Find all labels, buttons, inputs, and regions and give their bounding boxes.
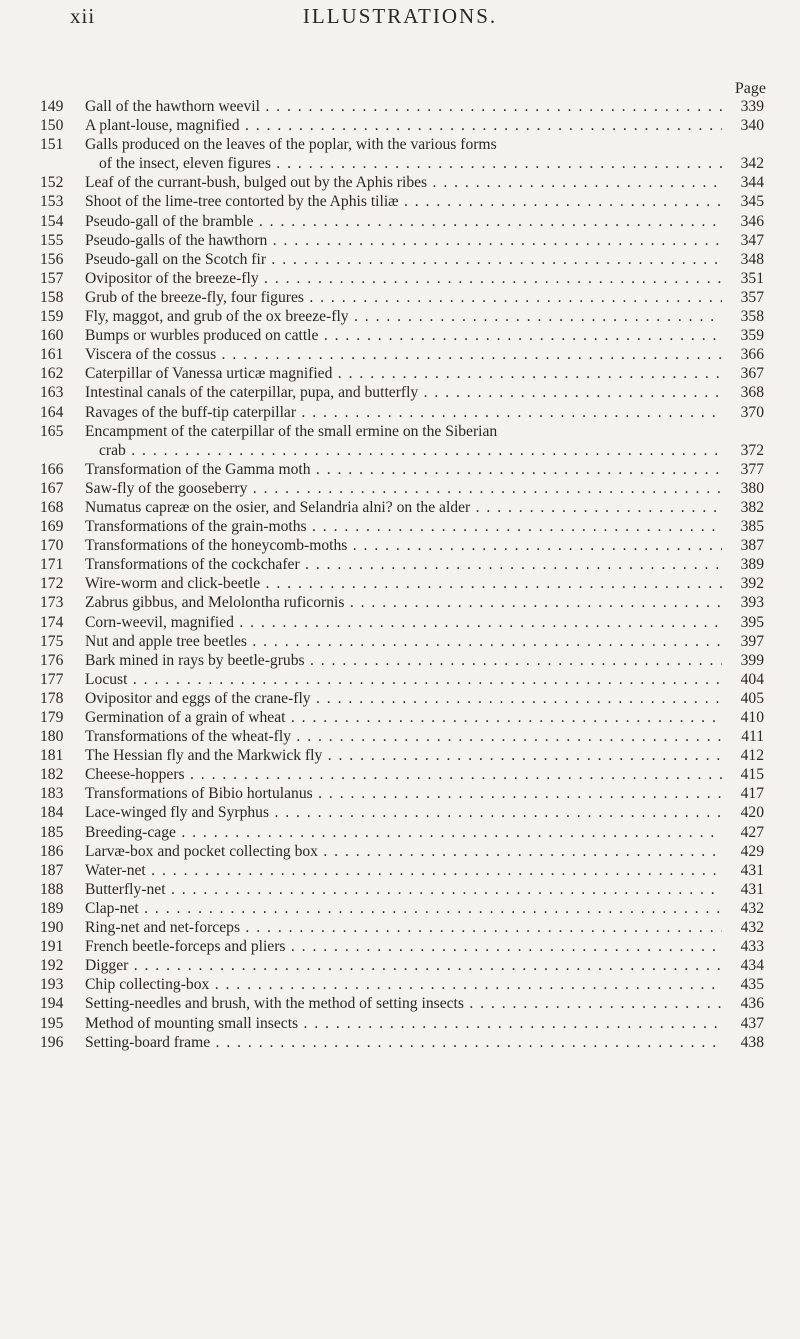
figure-caption: Numatus capreæ on the osier, and Selandria alni? on the alder . . (85, 499, 722, 516)
running-title: ILLUSTRATIONS. (302, 4, 498, 28)
figure-number: 189 (40, 899, 64, 917)
list-item (40, 861, 764, 880)
figure-number: 190 (40, 919, 64, 937)
page-reference: 380 (740, 479, 764, 497)
figure-caption: Gall of the hawthorn weevil . . (85, 98, 722, 115)
entry-body (85, 899, 722, 918)
page-reference: 427 (740, 823, 764, 841)
list-item (40, 975, 764, 994)
page-reference: 395 (740, 613, 764, 631)
list-item (40, 918, 764, 937)
figure-number: 174 (40, 613, 64, 631)
figure-caption: Pseudo-galls of the hawthorn . . (85, 232, 722, 249)
page-reference: 393 (740, 594, 764, 612)
list-item (40, 880, 764, 899)
figure-number: 165 (40, 422, 64, 440)
list-item (40, 899, 764, 918)
figure-number: 150 (40, 117, 64, 135)
page-reference: 342 (740, 155, 764, 173)
entry-body (85, 364, 722, 383)
entry-body (85, 746, 722, 765)
list-item (40, 994, 764, 1013)
figure-number: 171 (40, 556, 64, 574)
list-item (40, 517, 764, 536)
page-reference: 392 (740, 575, 764, 593)
figure-caption: Butterfly-net . . (85, 881, 722, 898)
list-item (40, 956, 764, 975)
list-item (40, 803, 764, 822)
list-item (40, 632, 764, 651)
list-item (40, 727, 764, 746)
page-reference: 348 (740, 250, 764, 268)
list-item (40, 460, 764, 479)
page-reference: 438 (740, 1033, 764, 1051)
entry-body (85, 135, 722, 173)
figure-caption: Water-net . . (85, 862, 722, 879)
figure-number: 159 (40, 308, 64, 326)
figure-caption: Digger . . (85, 957, 722, 974)
page-reference: 358 (740, 308, 764, 326)
entry-body (85, 765, 722, 784)
figure-caption: Setting-board frame . . (85, 1034, 722, 1051)
entry-body (85, 918, 722, 937)
list-item (40, 784, 764, 803)
figure-caption: Ravages of the buff-tip caterpillar . . (85, 404, 722, 421)
list-item (40, 765, 764, 784)
page-reference: 387 (740, 537, 764, 555)
page-reference: 411 (741, 728, 764, 746)
list-item (40, 231, 764, 250)
page-reference: 382 (740, 498, 764, 516)
list-item (40, 383, 764, 402)
entry-body (85, 403, 722, 422)
list-item (40, 403, 764, 422)
figure-number: 166 (40, 460, 64, 478)
entry-body (85, 880, 722, 899)
list-item (40, 250, 764, 269)
figure-caption: Setting-needles and brush, with the method of setting insects . . (85, 995, 722, 1012)
page-reference: 436 (740, 995, 764, 1013)
entry-body (85, 212, 722, 231)
entry-body (85, 345, 722, 364)
entry-body (85, 269, 722, 288)
figure-number: 184 (40, 804, 64, 822)
entry-body (85, 975, 722, 994)
figure-number: 164 (40, 403, 64, 421)
entry-body (85, 116, 722, 135)
page-reference: 433 (740, 938, 764, 956)
list-item (40, 746, 764, 765)
entry-body (85, 708, 722, 727)
entry-body (85, 250, 722, 269)
list-item (40, 422, 764, 460)
figure-number: 191 (40, 938, 64, 956)
list-item (40, 345, 764, 364)
entry-body (85, 803, 722, 822)
figure-caption: Cheese-hoppers . . (85, 766, 722, 783)
page-reference: 366 (740, 346, 764, 364)
entry-body (85, 842, 722, 861)
figure-caption: Transformations of the grain-moths . . (85, 518, 722, 535)
page-reference: 346 (740, 212, 764, 230)
page-reference: 435 (740, 976, 764, 994)
entry-body (85, 536, 722, 555)
list-item (40, 536, 764, 555)
figure-number: 194 (40, 995, 64, 1013)
list-item (40, 1014, 764, 1033)
entry-body (85, 1014, 722, 1033)
figure-number: 176 (40, 651, 64, 669)
figure-number: 177 (40, 670, 64, 688)
figure-number: 151 (40, 136, 64, 154)
list-item (40, 1033, 764, 1052)
page-reference: 437 (740, 1014, 764, 1032)
figure-caption: Transformations of Bibio hortulanus . . (85, 785, 722, 802)
list-item (40, 842, 764, 861)
page-reference: 385 (740, 518, 764, 536)
page-number: xii (70, 4, 96, 28)
list-item (40, 212, 764, 231)
page-reference: 420 (740, 804, 764, 822)
page-reference: 405 (740, 689, 764, 707)
figure-caption: Wire-worm and click-beetle . . (85, 575, 722, 592)
list-item (40, 192, 764, 211)
list-item (40, 937, 764, 956)
list-item (40, 307, 764, 326)
entry-body (85, 593, 722, 612)
figure-caption: Galls produced on the leaves of the poplar, with the various forms (85, 136, 497, 154)
figure-caption: Ovipositor and eggs of the crane-fly . . (85, 690, 722, 707)
list-item (40, 269, 764, 288)
page-reference: 367 (740, 365, 764, 383)
figure-number: 168 (40, 498, 64, 516)
figure-caption: Bark mined in rays by beetle-grubs . . (85, 652, 722, 669)
figure-caption: Clap-net . . (85, 900, 722, 917)
page-reference: 339 (740, 98, 764, 115)
list-item (40, 116, 764, 135)
page-reference: 399 (740, 651, 764, 669)
page-reference: 351 (740, 269, 764, 287)
page-reference: 410 (740, 709, 764, 726)
figure-caption: Lace-winged fly and Syrphus . . (85, 804, 722, 821)
figure-number: 162 (40, 365, 64, 383)
list-item (40, 670, 764, 689)
figure-caption: Caterpillar of Vanessa urticæ magnified . . (85, 365, 722, 382)
page-reference: 389 (740, 556, 764, 574)
entry-body (85, 192, 722, 211)
entry-body (85, 613, 722, 632)
figure-number: 183 (40, 785, 64, 803)
figure-number: 181 (40, 747, 64, 765)
figure-caption: Zabrus gibbus, and Melolontha ruficornis . . (85, 594, 722, 611)
figure-number: 196 (40, 1033, 64, 1051)
page-reference: 432 (740, 899, 764, 917)
entry-body (85, 632, 722, 651)
entry-body (85, 1033, 722, 1052)
entry-body (85, 307, 722, 326)
list-item (40, 288, 764, 307)
entry-body (85, 326, 722, 345)
figure-caption: Transformations of the honeycomb-moths . . (85, 537, 722, 554)
figure-number: 186 (40, 842, 64, 860)
page-reference: 347 (740, 231, 764, 249)
entry-body (85, 422, 722, 460)
figure-number: 192 (40, 957, 64, 975)
entry-body (85, 956, 722, 975)
entry-body (85, 727, 722, 746)
figure-caption: Nut and apple tree beetles . . (85, 633, 722, 650)
figure-number: 149 (40, 98, 64, 115)
entry-body (85, 517, 722, 536)
figure-number: 180 (40, 728, 64, 746)
entry-body (85, 937, 722, 956)
entry-body (85, 173, 722, 192)
page-reference: 344 (740, 174, 764, 192)
page-reference: 372 (740, 441, 764, 459)
figure-caption: Chip collecting-box . . (85, 976, 722, 993)
figure-number: 169 (40, 518, 64, 536)
page-reference: 434 (740, 957, 764, 975)
figure-number: 158 (40, 288, 64, 306)
figure-caption: French beetle-forceps and pliers . . (85, 938, 722, 955)
page-reference: 357 (740, 288, 764, 306)
figure-number: 195 (40, 1014, 64, 1032)
list-item (40, 593, 764, 612)
list-item (40, 823, 764, 842)
figure-caption: Germination of a grain of wheat . . (85, 709, 722, 726)
figure-caption: Grub of the breeze-fly, four figures . . (85, 289, 722, 306)
page-reference: 429 (740, 842, 764, 860)
list-item (40, 574, 764, 593)
figure-number: 161 (40, 346, 64, 364)
list-item (40, 555, 764, 574)
figure-caption-continued: of the insect, eleven figures . . (99, 154, 722, 173)
entry-body (85, 383, 722, 402)
list-item (40, 613, 764, 632)
page-reference: 359 (740, 327, 764, 345)
figure-number: 157 (40, 269, 64, 287)
figure-number: 153 (40, 193, 64, 211)
figure-number: 154 (40, 212, 64, 230)
figure-number: 167 (40, 479, 64, 497)
figure-caption: The Hessian fly and the Markwick fly . . (85, 747, 722, 764)
figure-caption: Transformation of the Gamma moth . . (85, 461, 722, 478)
figure-caption: A plant-louse, magnified . . (85, 117, 722, 134)
figure-number: 179 (40, 709, 64, 726)
figure-number: 173 (40, 594, 64, 612)
entry-body (85, 479, 722, 498)
list-item (40, 708, 764, 727)
running-head (0, 4, 800, 44)
page-reference: 415 (740, 766, 764, 784)
figure-caption: Saw-fly of the gooseberry . . (85, 480, 722, 497)
entry-body (85, 97, 722, 116)
entry-body (85, 689, 722, 708)
figure-caption: Bumps or wurbles produced on cattle . . (85, 327, 722, 344)
figure-caption: Leaf of the currant-bush, bulged out by the Aphis ribes . . (85, 174, 722, 191)
list-item (40, 326, 764, 345)
entry-body (85, 498, 722, 517)
figure-caption: Pseudo-gall on the Scotch fir . . (85, 251, 722, 268)
figure-number: 170 (40, 537, 64, 555)
page-column-heading: Page (734, 80, 766, 97)
entry-body (85, 574, 722, 593)
list-item (40, 498, 764, 517)
list-item (40, 689, 764, 708)
figure-number: 152 (40, 174, 64, 192)
figure-caption: Shoot of the lime-tree contorted by the Aphis tiliæ . . (85, 193, 722, 210)
page-reference: 340 (740, 117, 764, 135)
figure-caption: Breeding-cage . . (85, 824, 722, 841)
figure-number: 160 (40, 327, 64, 345)
figure-caption: Fly, maggot, and grub of the ox breeze-fly . . (85, 308, 722, 325)
page-reference: 377 (740, 460, 764, 478)
figure-caption: Ring-net and net-forceps . . (85, 919, 722, 936)
figure-number: 193 (40, 976, 64, 994)
entry-body (85, 670, 722, 689)
figure-caption: Corn-weevil, magnified . . (85, 614, 722, 631)
entry-body (85, 555, 722, 574)
entry-body (85, 651, 722, 670)
page-reference: 412 (740, 747, 764, 765)
list-item (40, 97, 764, 116)
page-reference: 432 (740, 919, 764, 937)
page-reference: 404 (740, 670, 764, 688)
figure-number: 175 (40, 632, 64, 650)
figure-caption-continued: crab . . (99, 441, 722, 460)
entry-body (85, 288, 722, 307)
figure-caption: Larvæ-box and pocket collecting box . . (85, 843, 722, 860)
page-reference: 370 (740, 403, 764, 421)
figure-number: 182 (40, 766, 64, 784)
figure-number: 155 (40, 231, 64, 249)
entry-body (85, 231, 722, 250)
figure-caption: Intestinal canals of the caterpillar, pupa, and butterfly . . (85, 384, 722, 401)
figure-number: 185 (40, 823, 64, 841)
figure-number: 188 (40, 880, 64, 898)
list-item (40, 364, 764, 383)
figure-caption: Pseudo-gall of the bramble . . (85, 213, 722, 230)
figure-caption: Transformations of the cockchafer . . (85, 556, 722, 573)
page-reference: 397 (740, 632, 764, 650)
page-reference: 417 (740, 785, 764, 803)
list-item (40, 173, 764, 192)
figure-number: 187 (40, 861, 64, 879)
figure-caption: Transformations of the wheat-fly . . (85, 728, 722, 745)
page-reference: 345 (740, 193, 764, 211)
page-reference: 431 (740, 880, 764, 898)
figure-caption: Method of mounting small insects . . (85, 1015, 722, 1032)
figure-caption: Encampment of the caterpillar of the small ermine on the Siberian (85, 422, 498, 440)
entry-body (85, 784, 722, 803)
entry-body (85, 460, 722, 479)
figure-number: 163 (40, 384, 64, 402)
figure-number: 156 (40, 250, 64, 268)
figure-caption: Ovipositor of the breeze-fly . . (85, 270, 722, 287)
list-item (40, 651, 764, 670)
list-item (40, 135, 764, 173)
figure-number: 178 (40, 689, 64, 707)
figure-number: 172 (40, 575, 64, 593)
entry-body (85, 823, 722, 842)
entry-body (85, 861, 722, 880)
page-reference: 431 (740, 861, 764, 879)
entry-body (85, 994, 722, 1013)
figure-caption: Locust . . (85, 671, 722, 688)
figure-caption: Viscera of the cossus . . (85, 346, 722, 363)
illustrations-list (40, 97, 764, 1052)
list-item (40, 479, 764, 498)
page-reference: 368 (740, 384, 764, 402)
